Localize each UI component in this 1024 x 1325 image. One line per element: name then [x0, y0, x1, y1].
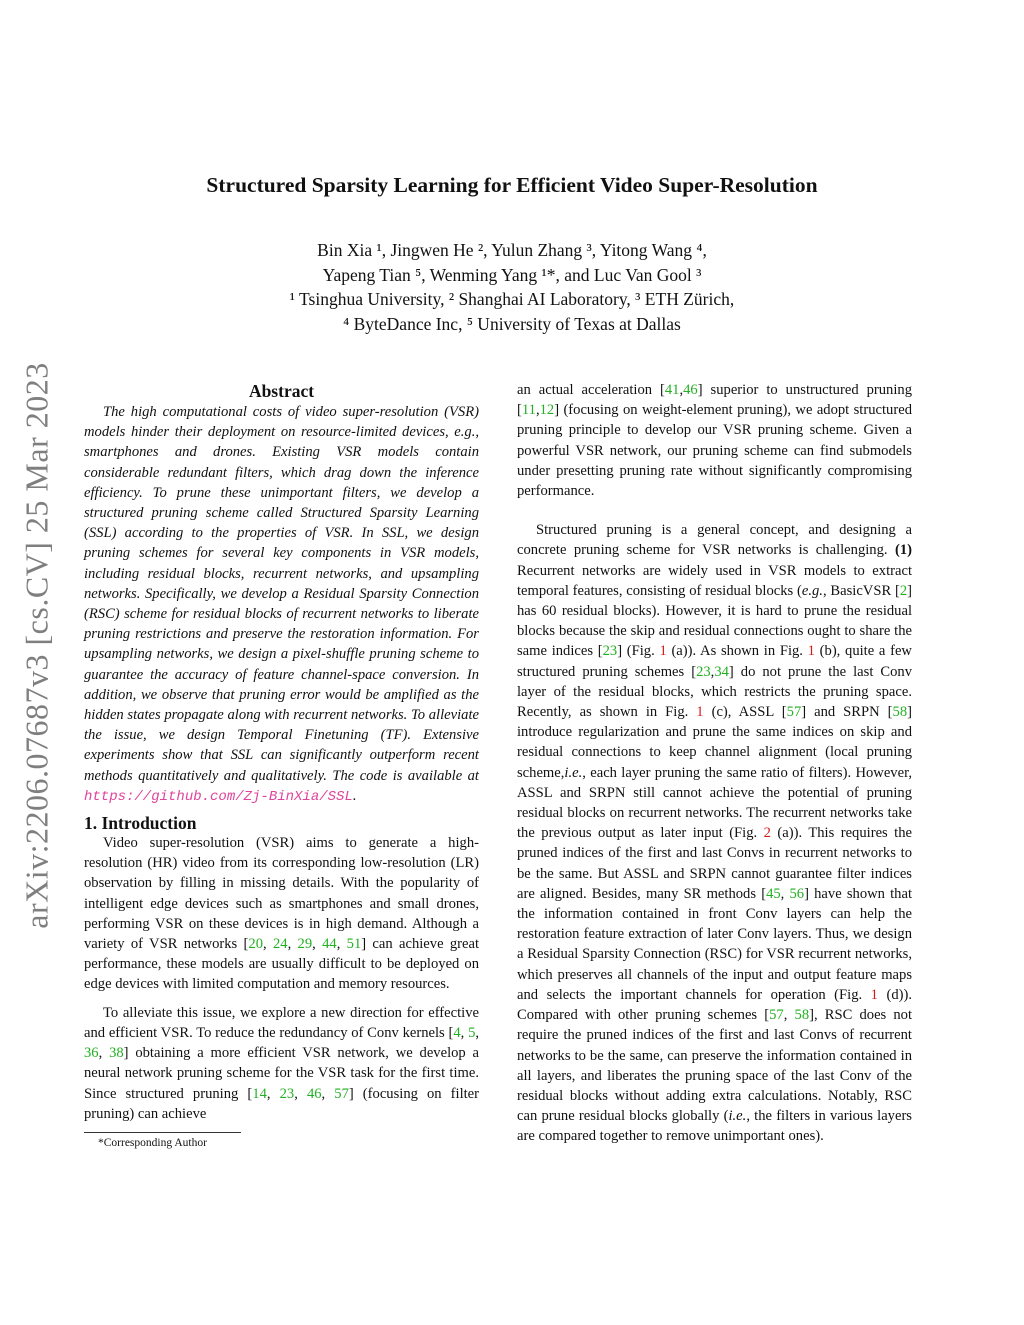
- text-span: ] (Fig.: [617, 643, 655, 660]
- citation[interactable]: 44: [322, 936, 337, 953]
- citation[interactable]: 38: [109, 1045, 124, 1062]
- text-span: (b), quite a few structured pruning schemes [: [517, 643, 912, 680]
- citation[interactable]: 23: [602, 643, 618, 660]
- citation[interactable]: 24: [272, 936, 288, 953]
- intro-paragraph-2: To alleviate this issue, we explore a new direction for effective and efficient VSR. To reduce the redundancy of Conv kernels [4, 5, 36, 38] obtaining a more efficient VSR network, we develop a neural network pruning scheme for the VSR task for the first time. Since structured pruning [14, 23, 46, 57] (focusing on filter pruning) can achieve: [84, 1004, 480, 1122]
- text-span: ] introduce regularization and prune the same indices on skip and residual connections to keep channel alignment (local pruning scheme,: [517, 704, 912, 781]
- abstract-heading: Abstract: [248, 381, 315, 401]
- figure-ref[interactable]: 1: [659, 643, 667, 660]
- figure-ref[interactable]: 1: [870, 986, 878, 1003]
- figure-ref[interactable]: 1: [807, 643, 815, 660]
- authors-line-2: Yapeng Tian ⁵, Wenming Yang ¹*, and Luc Van Gool ³: [322, 264, 702, 285]
- author-block: [0, 238, 1024, 336]
- intro-paragraph-1: Video super-resolution (VSR) aims to generate a high-resolution (HR) video from its corresponding low-resolution (LR) observation by filling in missing details. With the popularity of intelligent edge devices such as smartphones and small drones, performing VSR on these devices is in high demand. Although a variety of VSR networks [20, 24, 29, 44, 51] can achieve great performance, these models are usually difficult to be deployed on edge devices with limited computation and memory resources.: [84, 835, 480, 993]
- citation[interactable]: 14: [252, 1085, 267, 1102]
- text-span: , each layer pruning the same ratio of filters). However, ASSL and SRPN still cannot achieve the potential of pruning residual blocks on recurrent networks. The recurrent networks take the previous output as later input (Fig.: [517, 764, 912, 842]
- text-span: (d)). Compared with other pruning schemes [: [517, 986, 912, 1024]
- text-span: ] (focusing on weight-element pruning), we adopt structured pruning principle to develop our VSR pruning scheme. Given a powerful VSR network, our pruning scheme can find submodels under presetting pruning rate without significantly compromising performance.: [517, 402, 912, 500]
- citation[interactable]: 5: [468, 1024, 476, 1041]
- figure-ref[interactable]: 1: [696, 704, 704, 721]
- citation[interactable]: 51: [346, 936, 362, 953]
- enumeration-marker: (1): [894, 542, 912, 559]
- arxiv-sidebar: [12, 345, 62, 945]
- citation[interactable]: 58: [794, 1007, 810, 1024]
- citation[interactable]: 20: [248, 936, 264, 953]
- citation[interactable]: 12: [539, 402, 555, 419]
- left-column: [84, 380, 479, 1151]
- footnote: *Corresponding Author: [98, 1136, 207, 1149]
- right-column: [517, 380, 912, 1147]
- paper-title: Structured Sparsity Learning for Efficient Video Super-Resolution: [206, 173, 818, 197]
- text-span: ] has 60 residual blocks). However, it is hard to prune the residual blocks because the skip and residual connections ought to share the same indices [: [517, 582, 912, 660]
- code-link[interactable]: https://github.com/Zj-BinXia/SSL: [84, 788, 353, 805]
- abstract-end: .: [352, 787, 357, 804]
- citation[interactable]: 56: [789, 885, 805, 902]
- text-span: ] and SRPN [: [801, 704, 893, 721]
- citation[interactable]: 57: [769, 1007, 784, 1024]
- text-span: ] can achieve great performance, these models are usually difficult to be deployed on edge devices with limited computation and memory resources.: [84, 936, 480, 993]
- affiliations-line-2: ⁴ ByteDance Inc, ⁵ University of Texas at Dallas: [343, 313, 681, 334]
- right-paragraph-1: an actual acceleration [41,46] superior to unstructured pruning [11,12] (focusing on weight-element pruning), we adopt structured pruning principle to develop our VSR pruning scheme. Given a powerful VSR network, our pruning scheme can find submodels under presetting pruning rate without significantly compromising performance.: [517, 382, 912, 500]
- text-span: ] (focusing on filter pruning) can achieve: [84, 1085, 480, 1122]
- citation[interactable]: 57: [786, 704, 802, 721]
- text-span: ] obtaining a more efficient VSR network, we develop a neural network pruning scheme for the VSR task for the first time. Since structured pruning [: [84, 1045, 480, 1102]
- text-span: e.g.: [801, 582, 823, 599]
- authors-line-1: Bin Xia ¹, Jingwen He ², Yulun Zhang ³, Yitong Wang ⁴,: [317, 240, 707, 260]
- citation[interactable]: 41: [664, 382, 680, 398]
- text-span: , BasicVSR [: [822, 582, 900, 599]
- citation[interactable]: 23: [279, 1085, 295, 1102]
- citation[interactable]: 34: [714, 663, 729, 680]
- text-span: ] do not prune the last Conv layer of the residual blocks, which restricts the pruning space. Recently, as shown in Fig.: [517, 663, 912, 721]
- citation[interactable]: 57: [334, 1085, 349, 1102]
- citation[interactable]: 46: [683, 382, 698, 398]
- abstract-body: The high computational costs of video super-resolution (VSR) models hinder their deployment on resource-limited devices, e.g., smartphones and drones. Existing VSR models contain considerable redundant filters, which drag down the inference efficiency. To prune these unimportant filters, we develop a structured pruning scheme called Structured Sparsity Learning (SSL) according to the properties of VSR. In SSL, we design pruning schemes for several key components in VSR models, including residual blocks, recurrent networks, and upsampling networks. Specifically, we develop a Residual Sparsity Connection (RSC) scheme for residual blocks of recurrent networks to liberate pruning restrictions and preserve the restoration information. For upsampling networks, we design a pixel-shuffle pruning scheme to guarantee the accuracy of feature channel-space conversion. In addition, we observe that pruning error would be amplified as the hidden states propagate along with recurrent networks. To alleviate the issue, we design Temporal Finetuning (TF). Extensive experiments show that SSL can significantly outperform recent methods quantitatively and qualitatively. The code is available at: [84, 404, 479, 784]
- text-span: To alleviate this issue, we explore a new direction for effective and efficient VSR. To reduce the redundancy of Conv kernels [: [84, 1004, 479, 1041]
- text-span: i.e.: [564, 764, 583, 781]
- arxiv-identifier: arXiv:2206.07687v3 [cs.CV] 25 Mar 2023: [18, 361, 55, 929]
- citation[interactable]: 36: [84, 1045, 99, 1062]
- intro-heading: 1. Introduction: [84, 813, 197, 834]
- text-span: an actual acceleration [: [517, 382, 665, 398]
- text-span: ] superior to unstructured pruning [: [517, 382, 912, 419]
- citation[interactable]: 58: [892, 704, 908, 721]
- affiliations-line-1: ¹ Tsinghua University, ² Shanghai AI Laboratory, ³ ETH Zürich,: [289, 289, 735, 309]
- text-span: (a)). As shown in Fig.: [671, 643, 803, 660]
- text-span: (c), ASSL [: [711, 704, 787, 721]
- footnote-divider: [84, 1132, 241, 1133]
- text-span: Video super-resolution (VSR) aims to generate a high-resolution (HR) video from its corresponding low-resolution (LR) observation by filling in missing details. With the popularity of intelligent edge devices such as smartphones and small drones, performing VSR on these devices is in high demand. Although a variety of VSR networks [: [84, 835, 479, 953]
- text-span: i.e.: [728, 1108, 747, 1125]
- citation[interactable]: 45: [766, 885, 781, 902]
- abstract-text: [84, 402, 479, 807]
- citation[interactable]: 23: [696, 663, 711, 680]
- text-span: , the filters in various layers are compared together to remove unimportant ones).: [517, 1108, 912, 1145]
- citation[interactable]: 4: [453, 1024, 461, 1041]
- figure-ref[interactable]: 2: [763, 825, 771, 842]
- text-span: ] have shown that the information contained in front Conv layers can help the restoration feature extraction of later Conv layers. Thus, we design a Residual Sparsity Connection (RSC) for VSR recurrent networks, which preserves all channels of the input and output feature maps and selects the important channels for operation (Fig.: [517, 885, 913, 1003]
- right-paragraph-2: Structured pruning is a general concept, and designing a concrete pruning scheme for VSR networks is challenging. (1) Recurrent networks are widely used in VSR models to extract temporal features, consisting of residual blocks (e.g., BasicVSR [2] has 60 residual blocks). However, it is hard to prune the residual blocks because the skip and residual connections ought to share the same indices [23] (Fig. 1 (a)). As shown in Fig. 1 (b), quite a few structured pruning schemes [23,34] do not prune the last Conv layer of the residual blocks, which restricts the pruning space. Recently, as shown in Fig. 1 (c), ASSL [57] and SRPN [58] introduce regularization and prune the same indices on skip and residual connections to keep channel alignment (local pruning scheme,i.e., each layer pruning the same ratio of filters). However, ASSL and SRPN still cannot achieve the potential of pruning residual blocks on recurrent networks. The recurrent networks take the previous output as later input (Fig. 2 (a)). This requires the pruned indices of the first and last Convs in recurrent networks to be the same. But ASSL and SRPN cannot guarantee filter indices are aligned. Besides, many SR methods [45, 56] have shown that the information contained in front Conv layers can help the restoration feature extraction of later Conv layers. Thus, we design a Residual Sparsity Connection (RSC) for VSR recurrent networks, which preserves all channels of the input and output feature maps and selects the important channels for operation (Fig. 1 (d)). Compared with other pruning schemes [57, 58], RSC does not require the pruned indices of the first and last Convs of recurrent networks to be the same, can preserve the information contained in all layers, and liberates the pruning space of the last Conv of the residual blocks without adding extra calculations. Notably, RSC can prune residual blocks globally (i.e., the filters in various layers are compared together to remove unimportant ones).: [517, 522, 913, 1145]
- text-span: (a)). This requires the pruned indices of the first and last Convs in recurrent networks to be the same. But ASSL and SRPN cannot guarantee filter indices are aligned. Besides, many SR methods [: [517, 825, 913, 902]
- text-span: ], RSC does not require the pruned indices of the first and last Convs of recurrent networks to be the same, can preserve the information contained in all layers, and liberates the pruning space of the last Conv of the residual blocks without adding extra calculations. Notably, RSC can prune residual blocks globally (: [517, 1007, 913, 1125]
- text-span: Recurrent networks are widely used in VSR models to extract temporal features, consisting of residual blocks (: [517, 562, 912, 599]
- citation[interactable]: 29: [297, 936, 313, 953]
- citation[interactable]: 46: [306, 1085, 322, 1102]
- citation[interactable]: 11: [521, 402, 536, 419]
- text-span: Structured pruning is a general concept, and designing a concrete pruning scheme for VSR networks is challenging.: [517, 522, 912, 559]
- citation[interactable]: 2: [899, 582, 908, 599]
